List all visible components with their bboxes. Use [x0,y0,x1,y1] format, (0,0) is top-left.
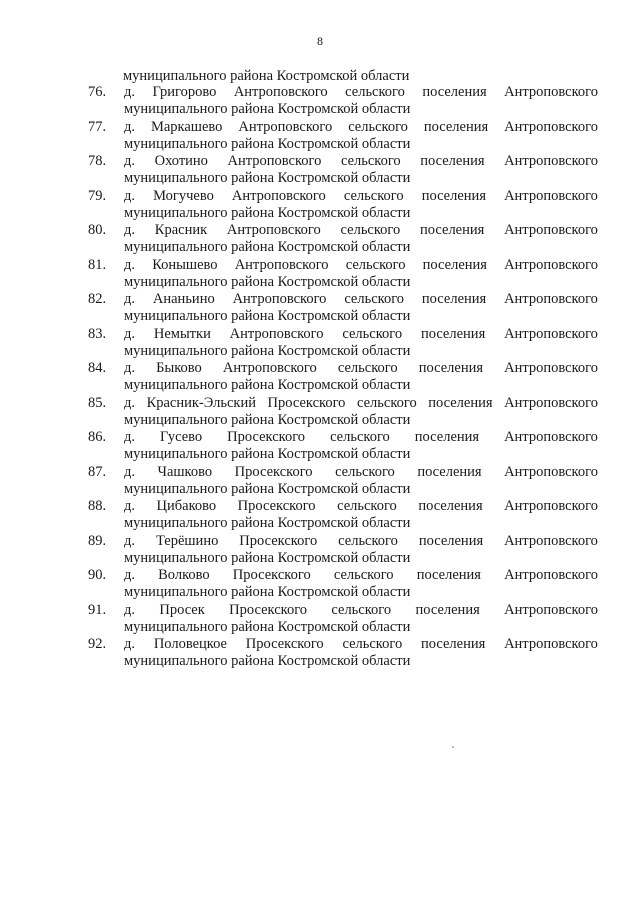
item-word: Просекского [239,532,318,549]
item-word: д. [124,394,136,411]
page-number: 8 [317,34,323,48]
item-word: Антроповского [504,567,598,583]
item-line-1 [124,188,598,205]
settlement-list [88,84,598,671]
list-item [88,498,598,533]
item-text [124,84,598,119]
item-word: Антроповского [231,187,326,204]
item-line-1 [124,498,598,515]
item-line-2: муниципального района Костромской области [124,135,411,152]
item-word: Антроповского [504,636,598,652]
item-word: Антроповского [227,153,322,169]
item-word: сельского [348,118,408,135]
list-item [88,602,598,637]
item-word: д. [124,429,136,445]
item-word: Антроповского [504,601,598,618]
item-number: 89. [88,532,107,549]
item-word: Красник-Эльский [146,394,256,411]
item-line-1 [124,602,598,619]
item-word: Гусево [160,429,203,445]
item-word: поселения [420,325,486,342]
item-word: д. [124,153,136,169]
item-word: поселения [418,532,484,549]
item-word: сельского [356,394,417,411]
item-word: Половецкое [153,636,227,652]
item-word: д. [124,532,136,549]
item-text [124,498,598,533]
item-word: поселения [416,567,481,583]
item-text [124,119,598,154]
list-item [88,395,598,430]
item-word: Просекского [229,601,308,618]
list-item [88,119,598,154]
item-word: Антроповского [504,153,598,169]
item-text [124,257,598,292]
item-word: Просекского [227,429,306,445]
item-line-1 [124,429,598,446]
list-item [88,429,598,464]
item-number: 84. [88,360,107,376]
list-item [88,636,598,671]
item-word: Антроповского [504,463,598,480]
item-word: Антроповского [504,429,598,445]
item-line-2: муниципального района Костромской области [124,342,411,359]
item-line-1 [124,84,598,101]
item-word: поселения [417,463,482,480]
item-number: 85. [88,394,107,411]
item-text [124,567,598,602]
item-word: д. [124,567,136,583]
item-word: д. [124,187,136,204]
item-line-1 [124,395,598,412]
item-word: д. [124,325,136,342]
item-word: сельского [338,532,398,549]
item-line-2: муниципального района Костромской области [124,308,411,324]
item-text [124,429,598,464]
item-line-1 [124,464,598,481]
item-line-2: муниципального района Костромской области [124,618,411,635]
item-word: поселения [422,256,487,273]
item-text [124,188,598,223]
item-line-1 [124,567,598,584]
list-item [88,464,598,499]
item-line-2: муниципального района Костромской области [124,549,411,566]
item-word: сельского [333,567,394,583]
item-line-2: муниципального района Костромской области [124,204,411,221]
item-text [124,153,598,188]
item-word: Ананьино [152,291,215,307]
item-word: Быково [156,360,202,376]
list-item [88,533,598,568]
item-word: сельского [340,222,401,238]
item-word: д. [124,463,136,480]
item-number: 82. [88,291,107,307]
item-word: Антроповского [504,325,598,342]
item-line-1 [124,533,598,550]
item-number: 79. [88,187,107,204]
item-word: Немытки [153,325,211,342]
item-word: Антроповского [504,360,598,376]
item-text [124,636,598,671]
list-item [88,153,598,188]
item-text [124,326,598,361]
item-word: Просекского [267,394,346,411]
item-text [124,464,598,499]
item-text [124,395,598,430]
item-line-2: муниципального района Костромской области [124,273,411,290]
item-word: сельского [340,153,401,169]
item-text [124,602,598,637]
item-line-2: муниципального района Костромской области [124,170,411,186]
item-word: Просекского [237,498,316,514]
item-line-2: муниципального района Костромской области [124,446,411,462]
item-line-1 [124,291,598,308]
item-number: 87. [88,463,107,480]
item-word: Конышево [152,256,218,273]
item-word: сельского [344,291,405,307]
item-line-1 [124,326,598,343]
item-text [124,291,598,326]
item-word: Просекского [245,636,324,652]
item-word: поселения [414,429,480,445]
item-word: поселения [418,498,483,514]
list-item [88,567,598,602]
item-word: Антроповского [222,360,317,376]
list-item [88,188,598,223]
item-word: Терёшино [155,532,219,549]
item-word: Красник [154,222,208,238]
item-number: 90. [88,567,107,583]
item-line-2: муниципального района Костромской области [124,653,411,669]
item-number: 81. [88,256,107,273]
item-word: Антроповского [233,84,328,100]
item-word: поселения [422,84,487,100]
item-word: Просек [159,601,205,618]
item-word: сельского [345,256,406,273]
item-word: д. [124,601,136,618]
item-line-2: муниципального района Костромской области [124,411,411,428]
continuation-line: муниципального района Костромской области [123,68,410,84]
item-line-2: муниципального района Костромской области [124,377,411,393]
item-word: поселения [421,291,487,307]
item-word: сельского [335,463,395,480]
item-word: Антроповского [504,498,598,514]
list-item [88,291,598,326]
list-item [88,84,598,119]
item-line-1 [124,119,598,136]
item-word: сельского [337,360,398,376]
item-word: Антроповского [504,532,598,549]
list-item [88,257,598,292]
list-item [88,222,598,257]
item-word: сельского [330,429,390,445]
item-word: Чашково [157,463,213,480]
item-line-1 [124,636,598,653]
item-line-2: муниципального района Костромской области [124,584,411,600]
item-word: д. [124,291,136,307]
item-number: 91. [88,601,107,618]
item-word: Волково [158,567,210,583]
item-number: 83. [88,325,107,342]
item-word: Антроповского [226,222,321,238]
item-word: Могучево [153,187,214,204]
item-word: сельского [342,636,403,652]
item-word: Маркашево [150,118,223,135]
item-word: Григорово [152,84,217,100]
item-line-2: муниципального района Костромской области [124,480,411,497]
item-word: сельского [331,601,392,618]
item-number: 78. [88,153,107,169]
item-word: д. [124,498,136,514]
item-text [124,360,598,395]
item-word: Антроповского [229,325,324,342]
item-word: Антроповского [504,84,598,100]
item-word: Антроповского [504,187,598,204]
item-number: 92. [88,636,107,652]
item-word: Просекского [234,463,313,480]
item-word: Цибаково [156,498,217,514]
item-line-2: муниципального района Костромской области [124,515,411,531]
item-word: Антроповского [504,291,598,307]
item-word: д. [124,256,136,273]
item-line-2: муниципального района Костромской области [124,239,411,255]
item-word: сельского [343,187,404,204]
item-number: 76. [88,84,107,100]
item-number: 88. [88,498,107,514]
list-item [88,326,598,361]
item-text [124,222,598,257]
item-line-2: муниципального района Костромской области [124,101,411,117]
item-line-1 [124,153,598,170]
item-word: Охотино [154,153,208,169]
item-word: Антроповского [234,256,329,273]
item-number: 77. [88,118,107,135]
item-word: поселения [420,222,485,238]
item-number: 80. [88,222,107,238]
item-word: д. [124,360,136,376]
item-word: Просекского [232,567,311,583]
item-word: д. [124,118,136,135]
item-word: Антроповского [238,118,333,135]
item-word: д. [124,636,136,652]
item-word: Антроповского [232,291,327,307]
item-number: 86. [88,429,107,445]
item-word: Антроповского [504,394,598,411]
item-word: поселения [421,636,486,652]
item-line-1 [124,360,598,377]
item-word: Антроповского [504,256,598,273]
item-word: Антроповского [504,118,598,135]
item-word: поселения [428,394,493,411]
item-word: поселения [418,360,484,376]
item-line-1 [124,257,598,274]
item-word: сельского [337,498,397,514]
list-item [88,360,598,395]
item-word: поселения [420,153,485,169]
item-word: поселения [423,118,489,135]
item-word: поселения [421,187,486,204]
item-text [124,533,598,568]
item-line-1 [124,222,598,239]
item-word: д. [124,222,136,238]
item-word: сельского [342,325,403,342]
item-word: поселения [415,601,480,618]
item-word: Антроповского [504,222,598,238]
item-word: сельского [345,84,405,100]
item-word: д. [124,84,136,100]
scan-speck [452,746,454,748]
